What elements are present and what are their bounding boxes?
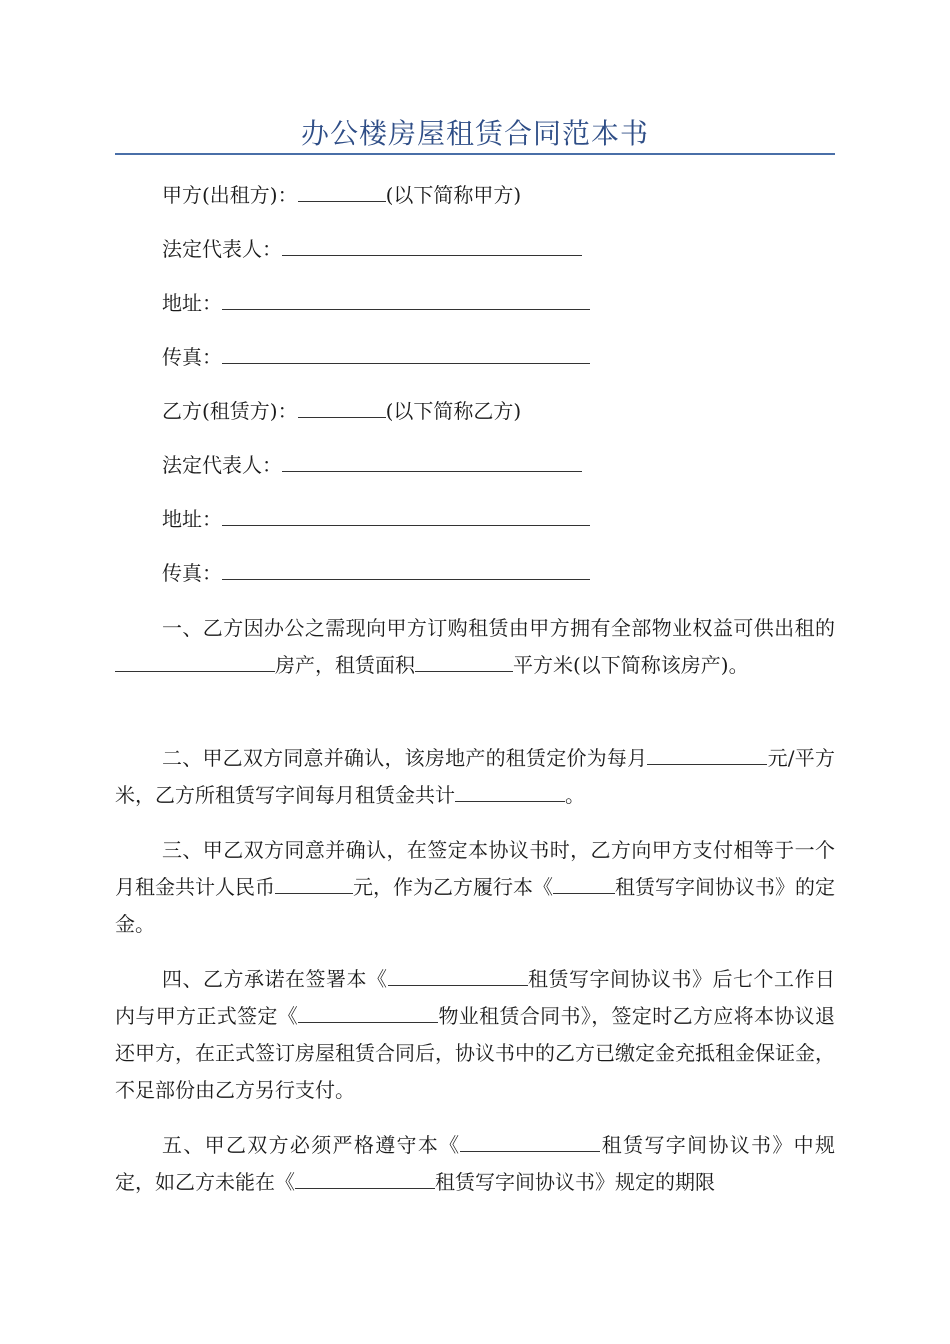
party-b-address-label: 地址： — [162, 507, 222, 531]
party-b-suffix: (以下简称乙方) — [385, 399, 522, 423]
clause-4 — [115, 961, 835, 1109]
party-b-fax-line — [162, 558, 590, 588]
document-title: 办公楼房屋租赁合同范本书 — [300, 117, 649, 150]
clause-4-contract-blank — [298, 1002, 438, 1023]
clause-3 — [115, 832, 835, 943]
clause-3-name-blank — [553, 873, 615, 894]
title-underline — [115, 153, 835, 155]
party-b-rep-blank — [282, 451, 582, 472]
clause-1 — [115, 610, 835, 684]
clause-5-text-a: 五、甲乙双方必须严格遵守本《 — [162, 1133, 461, 1157]
clause-5-agreement-blank-2 — [295, 1168, 435, 1189]
party-a-fax-line — [162, 342, 590, 372]
party-b-fax-label: 传真： — [162, 561, 222, 585]
clause-3-amount-blank — [275, 873, 353, 894]
party-b-rep-line — [162, 450, 582, 480]
clause-1-area-blank — [415, 651, 513, 672]
party-b-label: 乙方(租赁方)： — [162, 399, 298, 423]
party-a-address-label: 地址： — [162, 291, 222, 315]
clause-5-agreement-blank — [460, 1131, 600, 1152]
party-a-suffix: (以下简称甲方) — [385, 183, 522, 207]
party-b-fax-blank — [222, 559, 590, 580]
party-b-address-line — [162, 504, 590, 534]
party-a-rep-label: 法定代表人： — [162, 237, 282, 261]
party-a-fax-label: 传真： — [162, 345, 222, 369]
clause-3-text-b: 元，作为乙方履行本《 — [353, 875, 553, 899]
party-b-rep-label: 法定代表人： — [162, 453, 282, 477]
clause-2-price-blank — [647, 744, 767, 765]
clause-2-text-a: 二、甲乙双方同意并确认，该房地产的租赁定价为每月 — [162, 746, 648, 770]
clause-1-text-b: 房产，租赁面积 — [275, 653, 415, 677]
clause-4-text-c: 物业租赁合同书》，签定时乙方应将本协议退还甲方，在正式签订房屋租赁合同后，协议书中的乙方已缴定金充抵租金保证金，不足部份由乙方另行支付。 — [115, 1004, 836, 1102]
party-a-rep-line — [162, 234, 582, 264]
party-b-address-blank — [222, 505, 590, 526]
clause-4-text-b: 租赁写字间协议书》后七个工作日内与甲方正式签定《 — [115, 967, 835, 1028]
clause-5-text-b: 租赁写字间协议书》中规定，如乙方未能在《 — [115, 1133, 836, 1194]
clause-1-text-c: 平方米(以下简称该房产)。 — [513, 653, 749, 677]
party-b-name-blank — [298, 397, 386, 418]
clause-2 — [115, 740, 835, 814]
party-a-heading — [162, 180, 521, 210]
party-a-address-blank — [222, 289, 590, 310]
party-a-rep-blank — [282, 235, 582, 256]
clause-3-text-a: 三、甲乙双方同意并确认，在签定本协议书时，乙方向甲方支付相等于一个月租金共计人民币 — [115, 838, 835, 899]
party-a-fax-blank — [222, 343, 590, 364]
clause-2-text-b: 元/平方米，乙方所租赁写字间每月租赁金共计 — [115, 746, 835, 807]
clause-5 — [115, 1127, 835, 1201]
clause-4-text-a: 四、乙方承诺在签署本《 — [162, 967, 388, 991]
party-a-label: 甲方(出租方)： — [162, 183, 298, 207]
party-a-address-line — [162, 288, 590, 318]
clause-2-total-blank — [455, 781, 565, 802]
clause-1-property-blank — [115, 651, 275, 672]
party-b-heading — [162, 396, 521, 426]
clause-2-text-c: 。 — [565, 783, 585, 807]
clause-4-agreement-blank — [388, 965, 528, 986]
party-a-name-blank — [298, 181, 386, 202]
clause-1-text-a: 一、乙方因办公之需现向甲方订购租赁由甲方拥有全部物业权益可供出租的 — [162, 616, 835, 640]
clause-3-text-c: 租赁写字间协议书》的定金。 — [115, 875, 835, 936]
clause-5-text-c: 租赁写字间协议书》规定的期限 — [435, 1170, 715, 1194]
